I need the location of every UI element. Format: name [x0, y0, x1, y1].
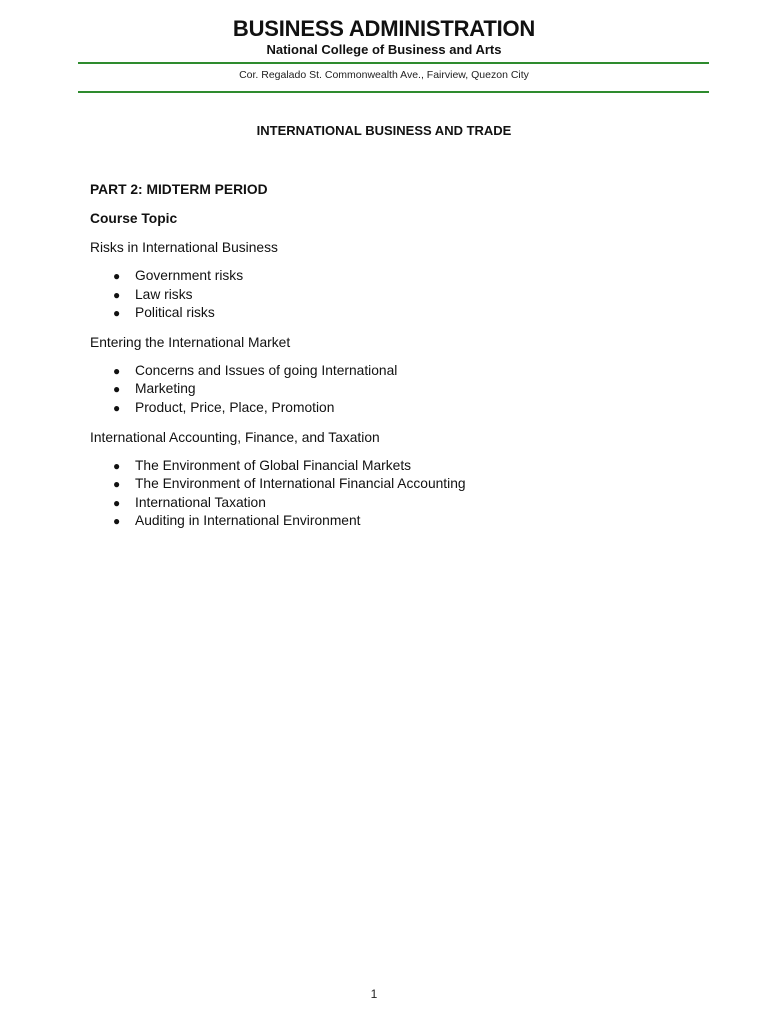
bullet-icon: ●	[113, 514, 121, 529]
list-item-text: The Environment of Global Financial Markets	[135, 457, 412, 473]
list-item	[90, 304, 690, 323]
letterhead	[0, 16, 768, 58]
section-bullet-list	[90, 267, 690, 323]
section-bullet-list	[90, 457, 690, 531]
department-title: BUSINESS ADMINISTRATION	[232, 16, 536, 41]
list-item-text: Government risks	[135, 268, 244, 283]
list-item-text: Concerns and Issues of going International	[135, 362, 398, 378]
course-topic-label: Course Topic	[90, 211, 178, 226]
list-item-text: Auditing in International Environment	[135, 513, 361, 529]
college-address: Cor. Regalado St. Commonwealth Ave., Fairview, Quezon City	[239, 69, 529, 81]
list-item	[90, 267, 690, 286]
bullet-icon: ●	[113, 306, 121, 321]
list-item	[90, 457, 690, 476]
header-rule-top	[78, 62, 709, 64]
list-item-text: Product, Price, Place, Promotion	[135, 399, 335, 415]
list-item-text: Political risks	[135, 305, 215, 321]
bullet-icon: ●	[113, 495, 121, 510]
section-title: Entering the International Market	[90, 334, 291, 350]
section-title: International Accounting, Finance, and Taxation	[90, 429, 380, 445]
list-item-text: International Taxation	[135, 494, 266, 510]
college-name: National College of Business and Arts	[266, 42, 502, 57]
list-item-text: Marketing	[135, 381, 196, 397]
bullet-icon: ●	[113, 287, 121, 302]
bullet-icon: ●	[113, 363, 121, 378]
list-item-text: Law risks	[135, 286, 193, 302]
list-item	[90, 286, 690, 305]
list-item-text: The Environment of International Financial Accounting	[135, 476, 466, 492]
list-item	[90, 494, 690, 513]
document-title: INTERNATIONAL BUSINESS AND TRADE	[256, 123, 512, 138]
list-item	[90, 362, 690, 381]
list-item	[90, 380, 690, 399]
list-item	[90, 475, 690, 494]
bullet-icon: ●	[113, 269, 121, 283]
bullet-icon: ●	[113, 382, 121, 397]
page-number: 1	[370, 987, 378, 1001]
bullet-icon: ●	[113, 400, 121, 415]
part-heading: PART 2: MIDTERM PERIOD	[90, 182, 268, 197]
document-body	[90, 180, 690, 541]
bullet-icon: ●	[113, 458, 121, 473]
list-item	[90, 512, 690, 531]
bullet-icon: ●	[113, 477, 121, 492]
list-item	[90, 399, 690, 418]
section-title: Risks in International Business	[90, 240, 278, 255]
header-rule-bottom	[78, 91, 709, 93]
section-bullet-list	[90, 362, 690, 418]
